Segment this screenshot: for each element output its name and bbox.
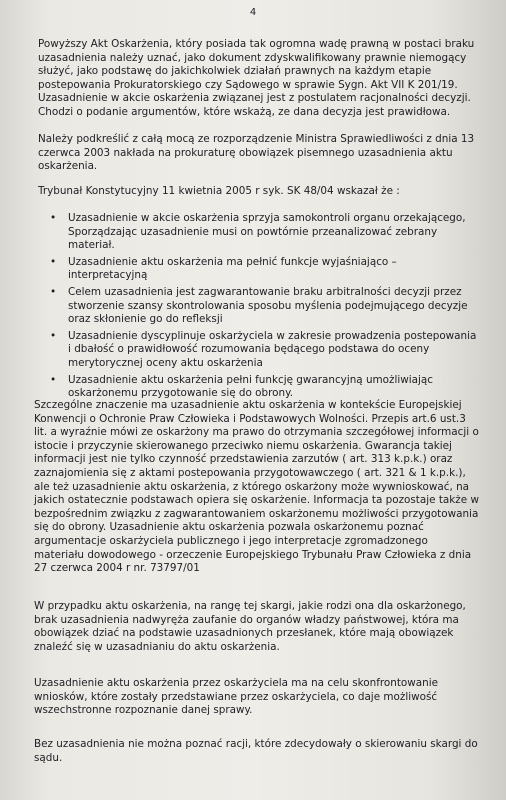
justification-functions-list xyxy=(46,212,478,404)
paragraph-ministry-regulation: Należy podkreślić z całą mocą ze rozporządzenie Ministra Sprawiedliwości z dnia 13 czerwca 2003 nakłada na prokuraturę obowiązek pisemnego uzasadnienia aktu oskarżenia. xyxy=(38,133,475,173)
list-item xyxy=(46,286,478,327)
list-item-text: Celem uzasadnienia jest zagwarantowanie braku arbitralności decyzji przez stworzenie szansy skontrolowania sposobu myślenia podejmującego decyzje oraz skłonienie go do refleksji xyxy=(68,285,468,326)
bullet-icon: • xyxy=(50,212,57,224)
list-item-text: Uzasadnienie w akcie oskarżenia sprzyja samokontroli organu orzekającego, Sporządzając uzasadnienie musi on powtórnie przeanalizować zebrany materiał. xyxy=(68,212,466,252)
list-item-text: Uzasadnienie dyscyplinuje oskarżyciela w zakresie prowadzenia postepowania i dbałość o prawidłowość rozumowania będącego podstawa do oceny merytorycznej oceny aktu oskarżenia xyxy=(68,329,477,369)
list-item xyxy=(46,374,478,401)
list-item-text: Uzasadnienie aktu oskarżenia pełni funkcję gwarancyjną umożliwiając oskarżonemu przygotowanie się do obrony. xyxy=(68,373,433,400)
bullet-icon: • xyxy=(50,329,57,342)
list-item xyxy=(46,256,478,283)
list-item xyxy=(46,330,478,371)
paragraph-confrontation: Uzasadnienie aktu oskarżenia przez oskarżyciela ma na celu skonfrontowanie wniosków, które zostały przedstawiane przez oskarżyciela, co daje możliwość wszechstronne rozpoznanie danej sprawy. xyxy=(34,677,439,717)
list-item-text: Uzasadnienie aktu oskarżenia ma pełnić funkcje wyjaśniająco – interpretacyjną xyxy=(68,255,397,282)
list-item xyxy=(46,212,478,253)
paragraph-conclusion: Bez uzasadnienia nie można poznać racji, które zdecydowały o skierowaniu skargi do sądu. xyxy=(34,738,478,764)
paragraph-missing-justification: Powyższy Akt Oskarżenia, który posiada tak ogromna wadę prawną w postaci braku uzasadnienia należy uznać, jako dokument zdyskwalifikowany prawnie niemogący służyć, jako podstawę do jakichkolwiek działań prawnych na każdym etapie postepowania Prokuratorskiego czy Sądowego w sprawie Sygn. Akt VII K 201/19. Uzasadnienie w akcie oskarżenia związanej jest z postulatem racjonalności decyzji. Chodzi o podanie argumentów, które wskażą, ze dana decyzja jest prawidłowa. xyxy=(38,38,475,118)
paragraph-trust-in-state: W przypadku aktu oskarżenia, na rangę tej skargi, jakie rodzi ona dla oskarżonego, brak uzasadnienia nadwyręża zaufanie do organów władzy państwowej, która ma obowiązek dziać na podstawie uzasadnionych przesłanek, które mają obowiązek znaleźć się w uzasadnianiu do aktu oskarżenia. xyxy=(34,600,466,653)
bullet-icon: • xyxy=(50,285,57,298)
paragraph-constitutional-tribunal: Trybunał Konstytucyjny 11 kwietnia 2005 r syk. SK 48/04 wskazał że : xyxy=(38,185,400,197)
bullet-icon: • xyxy=(50,255,57,268)
paragraph-european-convention: Szczególne znaczenie ma uzasadnienie aktu oskarżenia w kontekście Europejskiej Konwencji o Ochronie Praw Człowieka i Podstawowych Wolności. Przepis art.6 ust.3 lit. a wyraźnie mówi ze oskarżony ma prawo do otrzymania szczegółowej informacji o istocie i przyczynie skierowanego przeciwko niemu oskarżenia. Gwarancja takiej informacji jest nie tylko czynność przedstawienia zarzutów ( art. 313 k.p.k.) oraz zaznajomienia się z aktami postepowania przygotowawczego ( art. 321 & 1 k.p.k.), ale też uzasadnienie aktu oskarżenia, z którego oskarżony może wywnioskować, na jakich ostatecznie podstawach opiera się oskarżenie. Informacja ta pozostaje także w bezpośrednim związku z zagwarantowaniem oskarżonemu możliwości przygotowania się do obrony. Uzasadnienie aktu oskarżenia pozwala oskarżonemu poznać argumentacje oskarżyciela publicznego i jego interpretacje zgromadzonego materiału dowodowego - orzeczenie Europejskiego Trybunału Praw Człowieka z dnia 27 czerwca 2004 r nr. 73797/01 xyxy=(34,399,479,575)
page-number: 4 xyxy=(249,7,257,18)
bullet-icon: • xyxy=(50,373,57,386)
